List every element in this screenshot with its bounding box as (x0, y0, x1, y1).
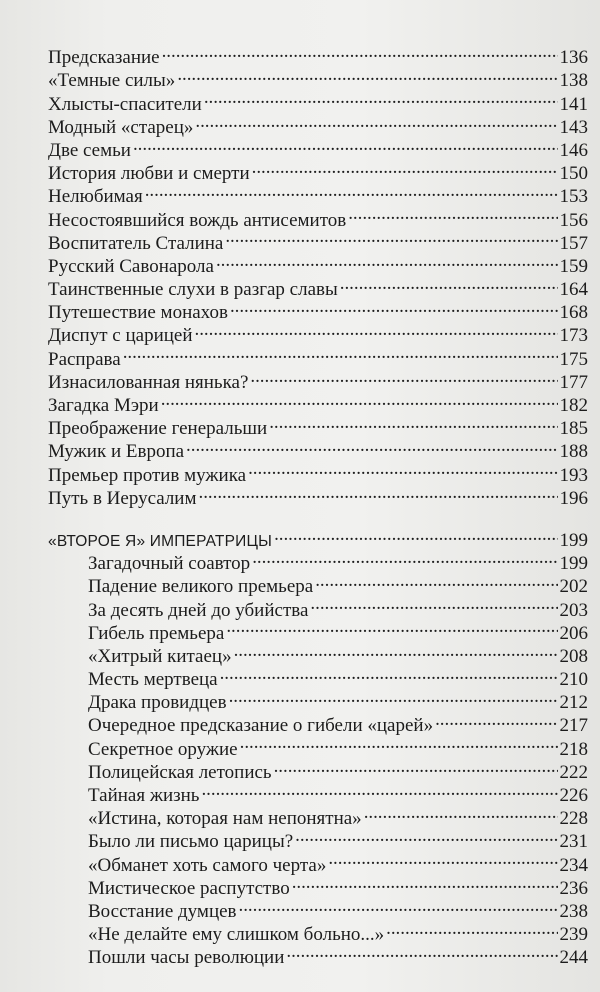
entry-page-number: 150 (559, 163, 588, 185)
entry-title: Восстание думцев (88, 900, 237, 922)
entry-title: Две семьи (48, 139, 131, 161)
dot-leader (274, 755, 558, 778)
entry-title: Преображение генеральши (48, 418, 268, 440)
entry-page-number: 203 (559, 599, 588, 621)
entry-page-number: 212 (559, 692, 588, 714)
entry-page-number: 141 (559, 93, 588, 115)
entry-page-number: 182 (559, 395, 588, 416)
dot-leader (286, 940, 557, 963)
entry-title: Мужик и Европа (48, 441, 185, 463)
dot-leader (234, 639, 558, 662)
entry-page-number: 156 (559, 209, 588, 231)
dot-leader (216, 249, 558, 272)
entry-page-number: 159 (559, 255, 588, 277)
dot-leader (133, 133, 558, 156)
dot-leader (204, 86, 558, 109)
dot-leader (162, 40, 558, 63)
entry-title: Тайная жизнь (88, 785, 200, 806)
table-of-contents (48, 40, 588, 969)
entry-title: За десять дней до убийства (88, 599, 309, 621)
entry-page-number: 199 (559, 553, 588, 575)
dot-leader (201, 778, 557, 801)
entry-page-number: 222 (559, 761, 588, 783)
entry-title: Расправа (48, 348, 121, 370)
toc-entry (48, 341, 588, 370)
entry-page-number: 206 (559, 622, 588, 644)
dot-leader (269, 411, 557, 434)
dot-leader (229, 685, 558, 708)
entry-title: Путь в Иерусалим (48, 487, 197, 509)
entry-title: «Истина, которая нам непонятна» (88, 808, 362, 830)
dot-leader (340, 272, 558, 295)
entry-title: История любви и смерти (48, 163, 250, 185)
entry-title: Очередное предсказание о гибели «царей» (88, 715, 434, 737)
entry-title: Было ли письмо царицы? (88, 831, 294, 853)
entry-title: Месть мертвеца (88, 669, 218, 691)
entry-title: Воспитатель Сталина (48, 232, 224, 254)
dot-leader (328, 847, 557, 870)
entry-title: Модный «старец» (48, 116, 194, 138)
section-page-number: 199 (559, 529, 588, 551)
entry-page-number: 202 (559, 576, 588, 598)
entry-page-number: 146 (559, 139, 588, 161)
dot-leader (199, 481, 558, 504)
entry-title: Драка провидцев (88, 692, 227, 714)
entry-title: Пошли часы революции (88, 947, 285, 969)
entry-page-number: 173 (559, 325, 588, 347)
dot-leader (248, 457, 557, 480)
entry-title: Хлысты-спасители (48, 93, 202, 115)
dot-leader (220, 662, 558, 685)
dot-leader (123, 341, 558, 364)
toc-entry (48, 40, 588, 69)
entry-page-number: 231 (559, 831, 588, 853)
entry-title: Секретное оружие (88, 738, 238, 760)
entry-page-number: 185 (559, 418, 588, 440)
toc-section-heading (48, 523, 588, 551)
entry-title: Загадка Мэри (48, 395, 159, 416)
dot-leader (240, 731, 558, 754)
dot-leader (250, 365, 557, 388)
dot-leader (292, 871, 558, 894)
entry-title: Изнасилованная нянька? (48, 371, 249, 393)
entry-page-number: 193 (559, 464, 588, 486)
dot-leader (348, 202, 557, 225)
entry-title: Загадочный соавтор (88, 553, 251, 575)
entry-page-number: 239 (559, 924, 588, 946)
toc-group-1 (48, 40, 588, 509)
entry-page-number: 168 (559, 302, 588, 324)
dot-leader (252, 546, 557, 569)
dot-leader (226, 616, 557, 639)
entry-title: «Не делайте ему слишком больно...» (88, 924, 385, 946)
entry-page-number: 175 (559, 348, 588, 370)
dot-leader (386, 917, 557, 940)
entry-page-number: 196 (559, 487, 588, 509)
entry-page-number: 153 (559, 186, 588, 208)
entry-title: Русский Савонарола (48, 255, 214, 277)
section-title: «ВТОРОЕ Я» ИМПЕРАТРИЦЫ (48, 532, 273, 550)
dot-leader (315, 569, 557, 592)
entry-page-number: 217 (559, 715, 588, 737)
dot-leader (195, 110, 557, 133)
dot-leader (252, 156, 558, 179)
toc-group-2 (48, 546, 588, 969)
entry-page-number: 138 (559, 70, 588, 92)
entry-title: Мистическое распутство (88, 877, 290, 899)
entry-page-number: 226 (559, 785, 588, 806)
entry-page-number: 188 (559, 441, 588, 463)
entry-title: «Темные силы» (48, 70, 176, 92)
entry-title: Диспут с царицей (48, 325, 193, 347)
entry-title: Гибель премьера (88, 622, 225, 644)
entry-title: «Обманет хоть самого черта» (88, 854, 327, 876)
entry-title: Таинственные слухи в разгар славы (48, 279, 338, 301)
dot-leader (274, 523, 557, 546)
entry-title: Нелюбимая (48, 186, 143, 208)
dot-leader (145, 179, 558, 202)
entry-page-number: 157 (559, 232, 588, 254)
entry-title: Полицейская летопись (88, 761, 272, 783)
dot-leader (230, 295, 558, 318)
entry-page-number: 244 (559, 947, 588, 969)
entry-page-number: 136 (559, 47, 588, 69)
dot-leader (295, 824, 557, 847)
entry-page-number: 143 (559, 116, 588, 138)
entry-page-number: 238 (559, 900, 588, 922)
dot-leader (186, 434, 557, 457)
entry-page-number: 228 (559, 808, 588, 830)
entry-page-number: 177 (559, 371, 588, 393)
dot-leader (195, 318, 558, 341)
dot-leader (177, 63, 557, 86)
entry-page-number: 234 (559, 854, 588, 876)
entry-page-number: 236 (559, 877, 588, 899)
entry-page-number: 218 (559, 738, 588, 760)
entry-title: Падение великого премьера (88, 576, 314, 598)
entry-page-number: 164 (559, 279, 588, 301)
entry-title: Предсказание (48, 47, 160, 69)
dot-leader (435, 708, 557, 731)
entry-title: Путешествие монахов (48, 302, 228, 324)
dot-leader (310, 592, 557, 615)
entry-page-number: 208 (559, 645, 588, 667)
dot-leader (239, 894, 558, 917)
dot-leader (225, 226, 557, 249)
entry-page-number: 210 (559, 669, 588, 691)
entry-title: Премьер против мужика (48, 464, 247, 486)
toc-entry (48, 365, 588, 393)
entry-title: «Хитрый китаец» (88, 645, 232, 667)
dot-leader (161, 388, 558, 411)
entry-title: Несостоявшийся вождь антисемитов (48, 209, 347, 231)
dot-leader (364, 801, 558, 824)
